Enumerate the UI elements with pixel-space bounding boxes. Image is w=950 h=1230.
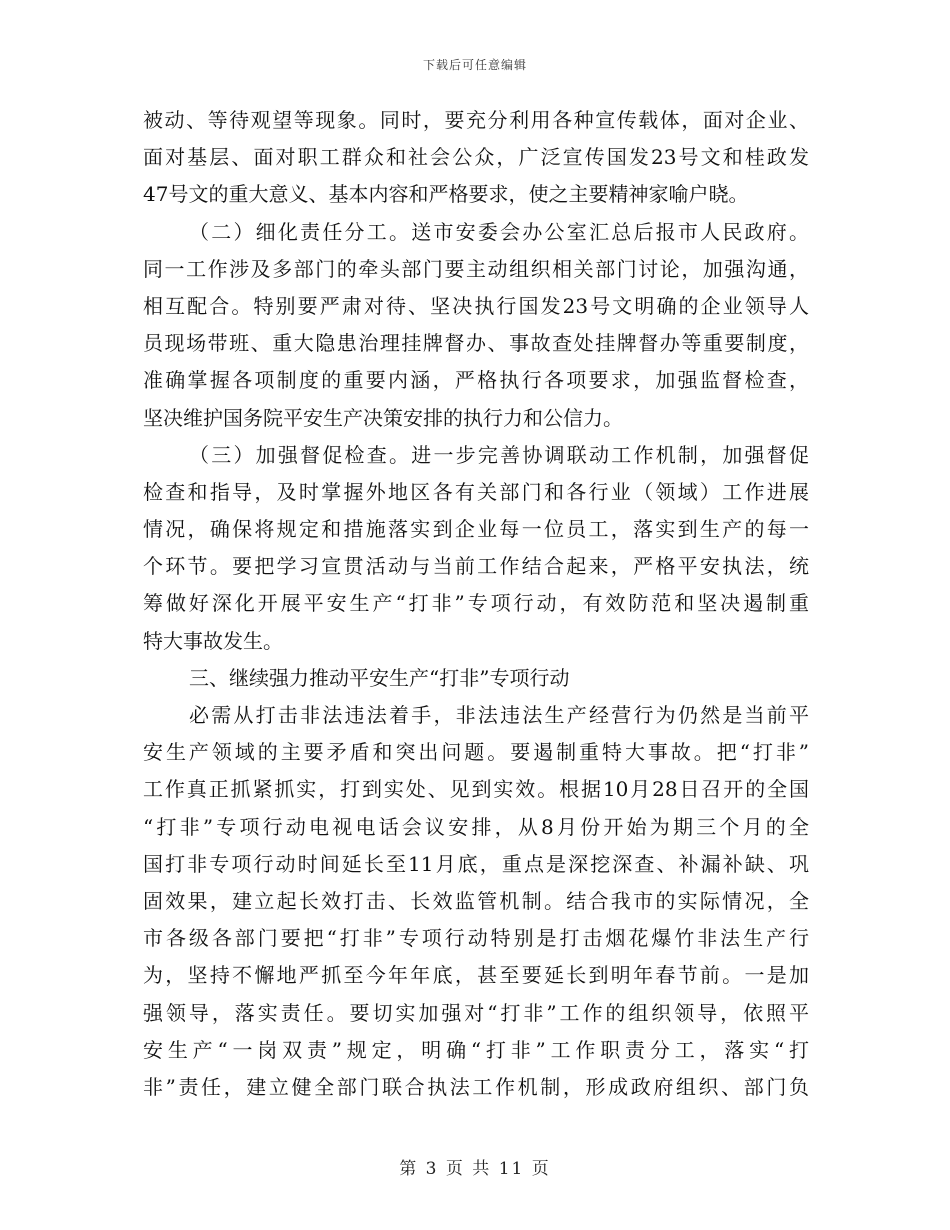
paragraph-2-first-line: （二）细化责任分工。送市安委会办公室汇总后报市人民政府。 [189,219,809,244]
section-heading: 三、继续强力推动平安生产“打非”专项行动 [189,665,570,690]
text-line: 强领导，落实责任。要切实加强对“打非”工作的组织领导，依照平 [143,1000,809,1025]
text-line: 国打非专项行动时间延长至11月底，重点是深挖深查、补漏补缺、巩 [143,851,809,876]
text-line: “打非”专项行动电视电话会议安排，从8月份开始为期三个月的全 [143,814,809,839]
text-line: 安生产“一岗双责”规定，明确“打非”工作职责分工，落实“打 [143,1037,809,1062]
text-line: 市各级各部门要把“打非”专项行动特别是打击烟花爆竹非法生产行 [143,926,809,951]
text-line: 筹做好深化开展平安生产“打非”专项行动，有效防范和坚决遏制重 [143,591,809,616]
text-line: 非”责任，建立健全部门联合执法工作机制，形成政府组织、部门负 [143,1074,809,1099]
text-line: 工作真正抓紧抓实，打到实处、见到实效。根据10月28日召开的全国 [143,777,809,802]
page-header-note: 下载后可任意编辑 [422,58,527,72]
page-number: 第 3 页 共 11 页 [399,1159,551,1179]
text-line: 为，坚持不懈地严抓至今年年底，甚至要延长到明年春节前。一是加 [143,963,809,988]
text-line: 安生产领域的主要矛盾和突出问题。要遏制重特大事故。把“打非” [143,740,809,765]
text-line: 个环节。要把学习宣贯活动与当前工作结合起来，严格平安执法，统 [143,554,809,579]
text-line: 47号文的重大意义、基本内容和严格要求，使之主要精神家喻户晓。 [143,182,749,207]
text-line: 检查和指导，及时掌握外地区各有关部门和各行业（领域）工作进展 [143,479,809,504]
text-line: 被动、等待观望等现象。同时，要充分利用各种宣传载体，面对企业、 [143,108,809,132]
text-line: 特大事故发生。 [143,628,283,653]
text-line: 坚决维护国务院平安生产决策安排的执行力和公信力。 [143,405,623,430]
text-line: 面对基层、面对职工群众和社会公众，广泛宣传国发23号文和桂政发 [143,145,809,170]
text-line: 员现场带班、重大隐患治理挂牌督办、事故查处挂牌督办等重要制度， [143,331,809,356]
text-line: 同一工作涉及多部门的牵头部门要主动组织相关部门讨论，加强沟通， [143,256,809,281]
text-line: 相互配合。特别要严肃对待、坚决执行国发23号文明确的企业领导人 [143,293,809,318]
paragraph-3-first-line: （三）加强督促检查。进一步完善协调联动工作机制，加强督促 [189,442,809,467]
paragraph-4-first-line: 必需从打击非法违法着手，非法违法生产经营行为仍然是当前平 [189,703,809,727]
text-line: 情况，确保将规定和措施落实到企业每一位员工，落实到生产的每一 [143,517,809,542]
document-body [143,102,809,1106]
text-line: 准确掌握各项制度的重要内涵，严格执行各项要求，加强监督检查， [143,368,809,393]
text-line: 固效果，建立起长效打击、长效监管机制。结合我市的实际情况，全 [143,888,809,913]
